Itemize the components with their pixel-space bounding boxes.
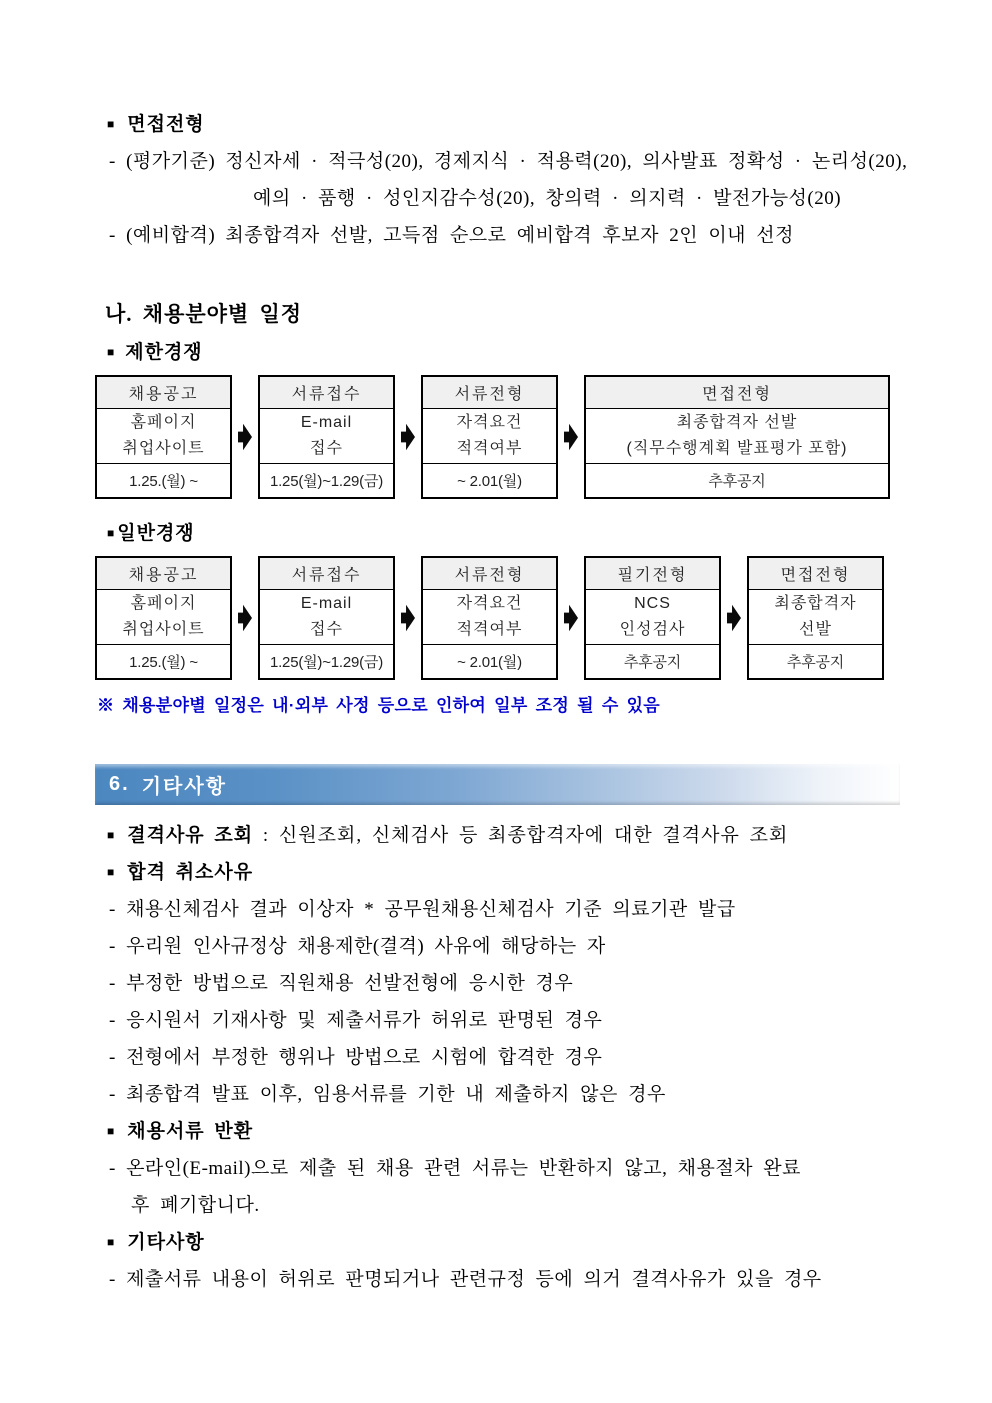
box-body-line: 접수 <box>310 621 343 638</box>
box-date: 1.25.(월) ~ <box>97 644 230 678</box>
arrow-right-icon <box>232 556 258 680</box>
flowchart-general <box>95 556 890 680</box>
flowchart-box <box>584 556 721 680</box>
interview-criteria-line1: - (평가기준) 정신자세 · 적극성(20), 경제지식 · 적용력(20), 의사발표 정확성 · 논리성(20), <box>109 151 908 172</box>
box-body-line: 적격여부 <box>456 621 523 638</box>
box-body <box>260 409 393 463</box>
arrow-glyph <box>401 422 415 452</box>
box-date: ~ 2.01(월) <box>423 463 556 497</box>
box-title: 면접전형 <box>586 377 888 409</box>
document-return-heading <box>95 1113 900 1150</box>
flowchart-restricted <box>95 375 890 499</box>
box-body-line: E-mail <box>300 595 353 612</box>
arrow-right-icon <box>395 556 421 680</box>
flowchart-box <box>95 375 232 499</box>
flowchart-box <box>584 375 890 499</box>
box-date: 추후공지 <box>586 463 888 497</box>
box-body <box>423 409 556 463</box>
flowchart-box <box>421 556 558 680</box>
arrow-glyph <box>564 422 578 452</box>
arrow-right-icon <box>395 375 421 499</box>
cancel-item: - 전형에서 부정한 행위나 방법으로 시험에 합격한 경우 <box>109 1047 603 1068</box>
flowchart-box <box>747 556 884 680</box>
box-date: 1.25.(월) ~ <box>97 463 230 497</box>
arrow-glyph <box>238 422 252 452</box>
cancel-reasons-label: 합격 취소사유 <box>127 862 254 883</box>
restricted-competition-heading <box>95 334 900 371</box>
box-body <box>749 590 882 644</box>
cancel-reasons-heading <box>95 854 900 891</box>
restricted-competition-label: 제한경쟁 <box>125 342 203 363</box>
etc-heading <box>95 1224 900 1261</box>
flowchart-box <box>95 556 232 680</box>
box-body <box>97 409 230 463</box>
cancel-item: - 우리원 인사규정상 채용제한(결격) 사유에 해당하는 자 <box>109 936 606 957</box>
box-title: 서류접수 <box>260 558 393 590</box>
box-body-line: E-mail <box>300 414 353 431</box>
flowchart-box <box>421 375 558 499</box>
flowchart-box <box>258 375 395 499</box>
box-title: 서류전형 <box>423 558 556 590</box>
etc-label: 기타사항 <box>127 1232 205 1253</box>
cancel-item: - 응시원서 기재사항 및 제출서류가 허위로 판명된 경우 <box>109 1010 603 1031</box>
box-title: 서류접수 <box>260 377 393 409</box>
arrow-glyph <box>564 603 578 633</box>
document-return-line1: - 온라인(E-mail)으로 제출 된 채용 관련 서류는 반환하지 않고, 채용절차 완료 <box>109 1158 801 1179</box>
square-bullet-icon: ■ <box>107 1235 116 1249</box>
disqualify-check-line <box>95 817 900 854</box>
box-date: 추후공지 <box>586 644 719 678</box>
box-title: 면접전형 <box>749 558 882 590</box>
disqualify-check-label: 결격사유 조회 <box>127 825 254 846</box>
box-body-line: 홈페이지 <box>130 414 197 431</box>
square-bullet-icon: ■ <box>107 828 116 842</box>
section-6-header <box>95 764 900 805</box>
box-date: 추후공지 <box>749 644 882 678</box>
interview-reserve-line: - (예비합격) 최종합격자 선발, 고득점 순으로 예비합격 후보자 2인 이내 선정 <box>109 225 794 246</box>
box-body <box>586 590 719 644</box>
box-title: 채용공고 <box>97 558 230 590</box>
arrow-right-icon <box>232 375 258 499</box>
box-body-line: 홈페이지 <box>130 595 197 612</box>
square-bullet-icon: ■ <box>107 345 116 359</box>
box-date: ~ 2.01(월) <box>423 644 556 678</box>
box-body-line: NCS <box>634 595 671 612</box>
flowchart-box <box>258 556 395 680</box>
section-title: 기타사항 <box>141 776 227 798</box>
box-body-line: 취업사이트 <box>122 440 205 457</box>
box-title: 필기전형 <box>586 558 719 590</box>
general-competition-heading <box>95 515 900 552</box>
square-bullet-icon: ■ <box>107 865 116 879</box>
box-date: 1.25(월)~1.29(금) <box>260 463 393 497</box>
box-body-line: 적격여부 <box>456 440 523 457</box>
box-date: 1.25(월)~1.29(금) <box>260 644 393 678</box>
box-body-line: 자격요건 <box>456 414 523 431</box>
arrow-right-icon <box>558 375 584 499</box>
square-bullet-icon: ■ <box>107 1124 116 1138</box>
interview-heading-label: 면접전형 <box>127 114 205 135</box>
schedule-adjustment-note: ※ 채용분야별 일정은 내·외부 사정 등으로 인하여 일부 조정 될 수 있음 <box>97 696 661 715</box>
schedule-heading: 나. 채용분야별 일정 <box>105 302 303 326</box>
interview-heading <box>95 106 900 143</box>
section-number: 6. <box>109 773 130 795</box>
document-return-line2: 후 폐기합니다. <box>131 1195 260 1216</box>
box-body-line: (직무수행계획 발표평가 포함) <box>626 440 848 457</box>
box-body-line: 선발 <box>799 621 832 638</box>
general-competition-label: 일반경쟁 <box>117 523 195 544</box>
box-body <box>97 590 230 644</box>
cancel-item: - 부정한 방법으로 직원채용 선발전형에 응시한 경우 <box>109 973 574 994</box>
box-body-line: 취업사이트 <box>122 621 205 638</box>
box-body <box>260 590 393 644</box>
cancel-item: - 최종합격 발표 이후, 임용서류를 기한 내 제출하지 않은 경우 <box>109 1084 666 1105</box>
box-title: 채용공고 <box>97 377 230 409</box>
box-body-line: 접수 <box>310 440 343 457</box>
arrow-glyph <box>238 603 252 633</box>
arrow-glyph <box>401 603 415 633</box>
etc-line: - 제출서류 내용이 허위로 판명되거나 관련규정 등에 의거 결격사유가 있을 경우 <box>109 1269 822 1290</box>
box-body-line: 자격요건 <box>456 595 523 612</box>
arrow-right-icon <box>721 556 747 680</box>
box-body-line: 최종합격자 <box>774 595 857 612</box>
square-bullet-icon: ■ <box>107 526 116 540</box>
box-title: 서류전형 <box>423 377 556 409</box>
interview-criteria-line2: 예의 · 품행 · 성인지감수성(20), 창의력 · 의지력 · 발전가능성(20) <box>253 188 842 209</box>
cancel-item: - 채용신체검사 결과 이상자 * 공무원채용신체검사 기준 의료기관 발급 <box>109 899 736 920</box>
box-body-line: 인성검사 <box>619 621 686 638</box>
box-body <box>423 590 556 644</box>
square-bullet-icon: ■ <box>107 117 116 131</box>
arrow-right-icon <box>558 556 584 680</box>
box-body <box>586 409 888 463</box>
arrow-glyph <box>727 603 741 633</box>
disqualify-check-rest: : 신원조회, 신체검사 등 최종합격자에 대한 결격사유 조회 <box>253 825 789 846</box>
document-return-label: 채용서류 반환 <box>127 1121 254 1142</box>
box-body-line: 최종합격자 선발 <box>676 414 798 431</box>
